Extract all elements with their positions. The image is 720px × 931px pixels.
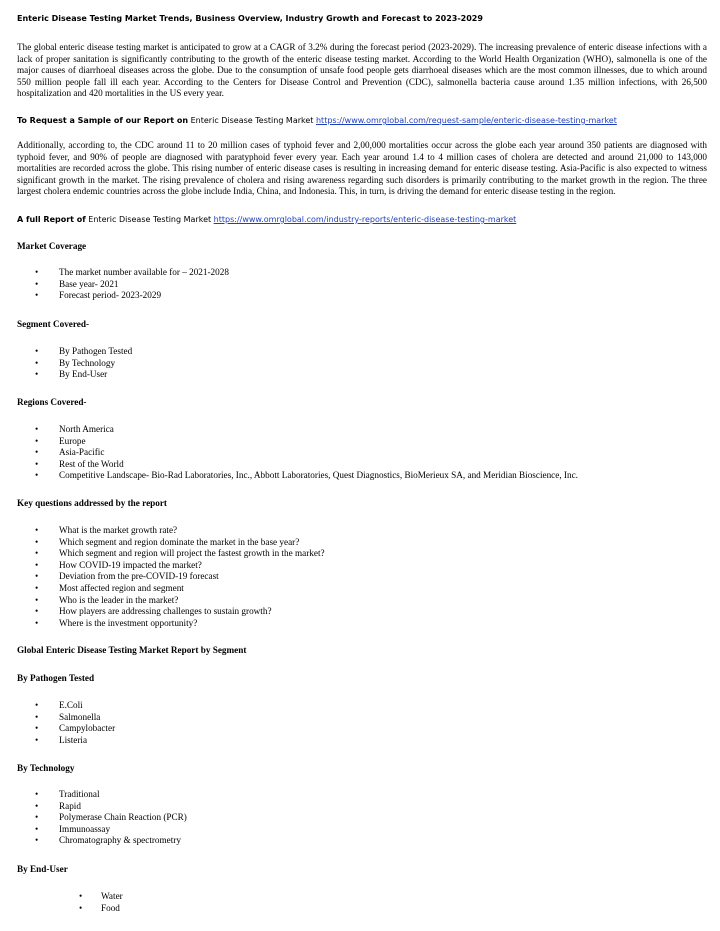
list-item (17, 618, 325, 630)
bullet-icon: • (35, 369, 39, 380)
list-item-text: Where is the investment opportunity? (59, 617, 198, 628)
list-item (17, 459, 578, 471)
bullet-icon: • (35, 812, 39, 823)
bullet-icon: • (35, 789, 39, 799)
bullet-icon: • (35, 571, 39, 582)
bullet-icon: • (35, 536, 39, 547)
full-report-lead: A full Report of (17, 215, 86, 224)
list-item (17, 436, 578, 448)
list-item (17, 712, 115, 724)
bullet-icon: • (35, 559, 39, 570)
list-item-text: Salmonella (59, 711, 101, 722)
list-item-text: Water (101, 891, 123, 901)
bullet-icon: • (35, 723, 39, 734)
list-item-text: Food (101, 902, 120, 913)
list-item (17, 560, 325, 572)
bullet-icon: • (35, 617, 39, 628)
list-item (17, 903, 123, 915)
list-item-text: By End-User (59, 369, 108, 380)
bullet-icon: • (35, 458, 39, 469)
key-questions-list (17, 525, 325, 629)
list-item (17, 279, 229, 291)
list-item-text: Deviation from the pre-COVID-19 forecast (59, 571, 219, 582)
list-item-text: Rapid (59, 800, 81, 811)
list-item-text: Who is the leader in the market? (59, 594, 179, 605)
list-item-text: Most affected region and segment (59, 582, 184, 593)
list-item-text: By Technology (59, 357, 116, 368)
list-item (17, 812, 187, 824)
list-item-text: How COVID-19 impacted the market? (59, 559, 202, 570)
segment-covered-heading: Segment Covered- (17, 319, 90, 329)
list-item (17, 267, 229, 279)
bullet-icon: • (35, 357, 39, 368)
bullet-icon: • (35, 278, 39, 289)
segment-report-heading: Global Enteric Disease Testing Market Report by Segment (17, 645, 247, 655)
bullet-icon: • (35, 424, 39, 434)
list-item (17, 571, 325, 583)
list-item-text: Competitive Landscape- Bio-Rad Laboratories, Inc., Abbott Laboratories, Quest Diagnostics, BioMerieux SA, and Meridian Bioscience, Inc. (59, 470, 578, 481)
list-item (17, 595, 325, 607)
list-item-text: Rest of the World (59, 458, 124, 469)
list-item-text: Base year- 2021 (59, 278, 119, 289)
list-item-text: The market number available for – 2021-2028 (59, 267, 229, 277)
bullet-icon: • (35, 800, 39, 811)
sample-request-link[interactable]: https://www.omrglobal.com/request-sample/enteric-disease-testing-market (315, 116, 617, 125)
list-item (17, 346, 132, 358)
bullet-icon: • (35, 290, 39, 301)
bullet-icon: • (35, 548, 39, 559)
market-coverage-list (17, 267, 229, 302)
list-item (17, 424, 578, 436)
bullet-icon: • (35, 267, 39, 277)
list-item-text: Which segment and region will project the fastest growth in the market? (59, 548, 325, 559)
list-item (17, 358, 132, 370)
regions-covered-list (17, 424, 578, 482)
by-technology-heading: By Technology (17, 763, 75, 773)
list-item-text: Polymerase Chain Reaction (PCR) (59, 812, 187, 823)
list-item (17, 290, 229, 302)
list-item-text: Immunoassay (59, 823, 111, 834)
full-report-link[interactable]: https://www.omrglobal.com/industry-reports/enteric-disease-testing-market (213, 215, 517, 224)
sample-request-text: Enteric Disease Testing Market (188, 116, 316, 125)
list-item-text: Which segment and region dominate the market in the base year? (59, 536, 300, 547)
sample-request-line (17, 116, 617, 125)
list-item (17, 537, 325, 549)
bullet-icon: • (35, 470, 39, 481)
intro-paragraph: The global enteric disease testing market is anticipated to grow at a CAGR of 3.2% during the forecast period (2023-2029). The increasing prevalence of enteric disease infections with a lack of proper sanitation is significantly contributing to the growth of the enteric disease testing market. According to the World Health Organization (WHO), salmonella is one of the major causes of diarrhoeal diseases across the globe. Due to the consumption of unsafe food people gets diarrhoeal diseases which are the most common illnesses, due to which around 550 million people fall ill each year. According to the Centers for Disease Control and Prevention (CDC), salmonella bacteria cause around 1.35 million infections, with 26,500 hospitalization and 420 mortalities in the US every year. (17, 42, 707, 99)
list-item-text: Forecast period- 2023-2029 (59, 290, 162, 301)
sample-request-lead: To Request a Sample of our Report on (17, 116, 189, 125)
list-item (17, 525, 325, 537)
list-item (17, 369, 132, 381)
bullet-icon: • (35, 835, 39, 846)
list-item-text: North America (59, 424, 114, 434)
bullet-icon: • (35, 711, 39, 722)
bullet-icon: • (35, 525, 39, 535)
bullet-icon: • (35, 582, 39, 593)
bullet-icon: • (35, 594, 39, 605)
additional-paragraph: Additionally, according to, the CDC around 11 to 20 million cases of typhoid fever and 2,00,000 mortalities occur across the globe each year around 350 patients are diagnosed with typhoid fever, and 90% of people are diagnosed with paratyphoid fever every year. Each year around 1.4 to 4 million cases of cholera are detected and around 21,000 to 143,000 mortalities are recorded across the globe. This rising number of enteric disease cases is resulting in increasing demand for enteric disease testing. Asia-Pacific is also expected to witness significant growth in the market. The rising prevalence of cholera and rising awareness regarding such disorders is primarily contributing to the market growth in the region. The three largest cholera endemic countries across the globe include India, China, and Indonesia. This, in turn, is driving the demand for enteric disease testing in the region. (17, 140, 707, 197)
list-item (17, 606, 325, 618)
by-end-user-heading: By End-User (17, 864, 68, 874)
bullet-icon: • (35, 734, 39, 745)
list-item-text: Asia-Pacific (59, 447, 105, 458)
list-item (17, 583, 325, 595)
list-item-text: Campylobacter (59, 723, 116, 734)
document-title: Enteric Disease Testing Market Trends, Business Overview, Industry Growth and Forecast to 2023-2029 (17, 14, 483, 23)
bullet-icon: • (35, 606, 39, 617)
by-pathogen-heading: By Pathogen Tested (17, 673, 95, 683)
segment-covered-list (17, 346, 132, 381)
full-report-line (17, 215, 516, 224)
list-item-text: E.Coli (59, 700, 83, 710)
bullet-icon: • (79, 891, 83, 901)
bullet-icon: • (35, 346, 39, 356)
key-questions-heading: Key questions addressed by the report (17, 498, 167, 508)
bullet-icon: • (79, 902, 83, 913)
regions-covered-heading: Regions Covered- (17, 397, 87, 407)
list-item (17, 735, 115, 747)
list-item-text: Traditional (59, 789, 100, 799)
list-item-text: By Pathogen Tested (59, 346, 133, 356)
list-item (17, 470, 578, 482)
list-item (17, 789, 187, 801)
list-item-text: How players are addressing challenges to sustain growth? (59, 606, 272, 617)
bullet-icon: • (35, 435, 39, 446)
list-item-text: What is the market growth rate? (59, 525, 178, 535)
by-technology-list (17, 789, 187, 847)
list-item (17, 801, 187, 813)
market-coverage-heading: Market Coverage (17, 241, 87, 251)
list-item-text: Listeria (59, 734, 88, 745)
full-report-text: Enteric Disease Testing Market (85, 215, 214, 224)
list-item-text: Europe (59, 435, 86, 446)
list-item (17, 700, 115, 712)
list-item (17, 835, 187, 847)
bullet-icon: • (35, 823, 39, 834)
list-item (17, 447, 578, 459)
list-item (17, 723, 115, 735)
bullet-icon: • (35, 700, 39, 710)
by-pathogen-list (17, 700, 115, 746)
list-item (17, 824, 187, 836)
list-item (17, 548, 325, 560)
by-end-user-list (17, 891, 123, 914)
list-item-text: Chromatography & spectrometry (59, 835, 181, 846)
list-item (17, 891, 123, 903)
bullet-icon: • (35, 447, 39, 458)
